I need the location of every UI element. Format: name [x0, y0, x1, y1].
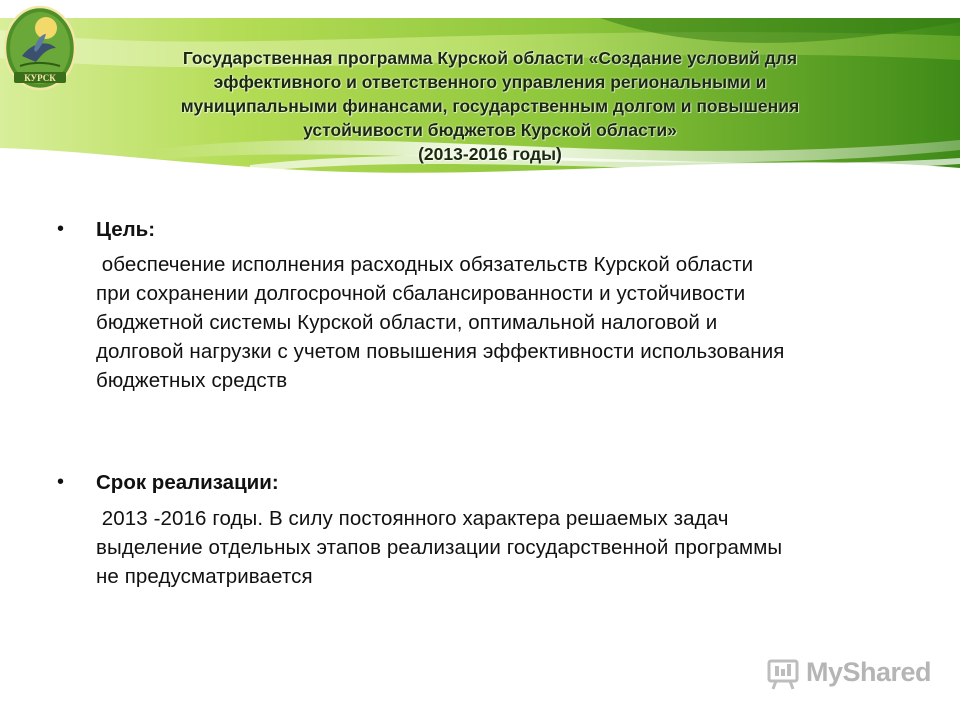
term-text — [96, 504, 916, 591]
goal-line: долговой нагрузки с учетом повышения эффективности использования — [96, 340, 785, 363]
goal-line: бюджетных средств — [96, 369, 288, 392]
bullet-goal: • — [57, 218, 65, 240]
watermark-text: MyShared — [806, 657, 932, 687]
title-line: устойчивости бюджетов Курской области» — [303, 120, 677, 140]
goal-heading: Цель: — [96, 218, 156, 241]
title-line: Государственная программа Курской области «Создание условий для — [182, 48, 798, 68]
goal-line: бюджетной системы Курской области, оптимальной налоговой и — [96, 311, 718, 334]
term-line: не предусматривается — [96, 565, 313, 588]
title-line-years: (2013-2016 годы) — [418, 144, 562, 164]
goal-text — [96, 250, 916, 395]
bullet-term: • — [57, 471, 65, 493]
svg-text:КУРСК: КУРСК — [24, 73, 56, 83]
projector-board-icon — [766, 655, 802, 691]
term-line: выделение отдельных этапов реализации государственной программы — [96, 536, 783, 559]
title-line: муниципальными финансами, государственным долгом и повышения — [180, 96, 800, 116]
title-line: эффективного и ответственного управления региональными и — [213, 72, 767, 92]
goal-line: обеспечение исполнения расходных обязательств Курской области — [96, 253, 754, 276]
term-line: 2013 -2016 годы. В силу постоянного характера решаемых задач — [96, 507, 729, 530]
term-heading: Срок реализации: — [96, 471, 279, 494]
myshared-watermark — [766, 655, 936, 695]
goal-line: при сохранении долгосрочной сбалансированности и устойчивости — [96, 282, 746, 305]
